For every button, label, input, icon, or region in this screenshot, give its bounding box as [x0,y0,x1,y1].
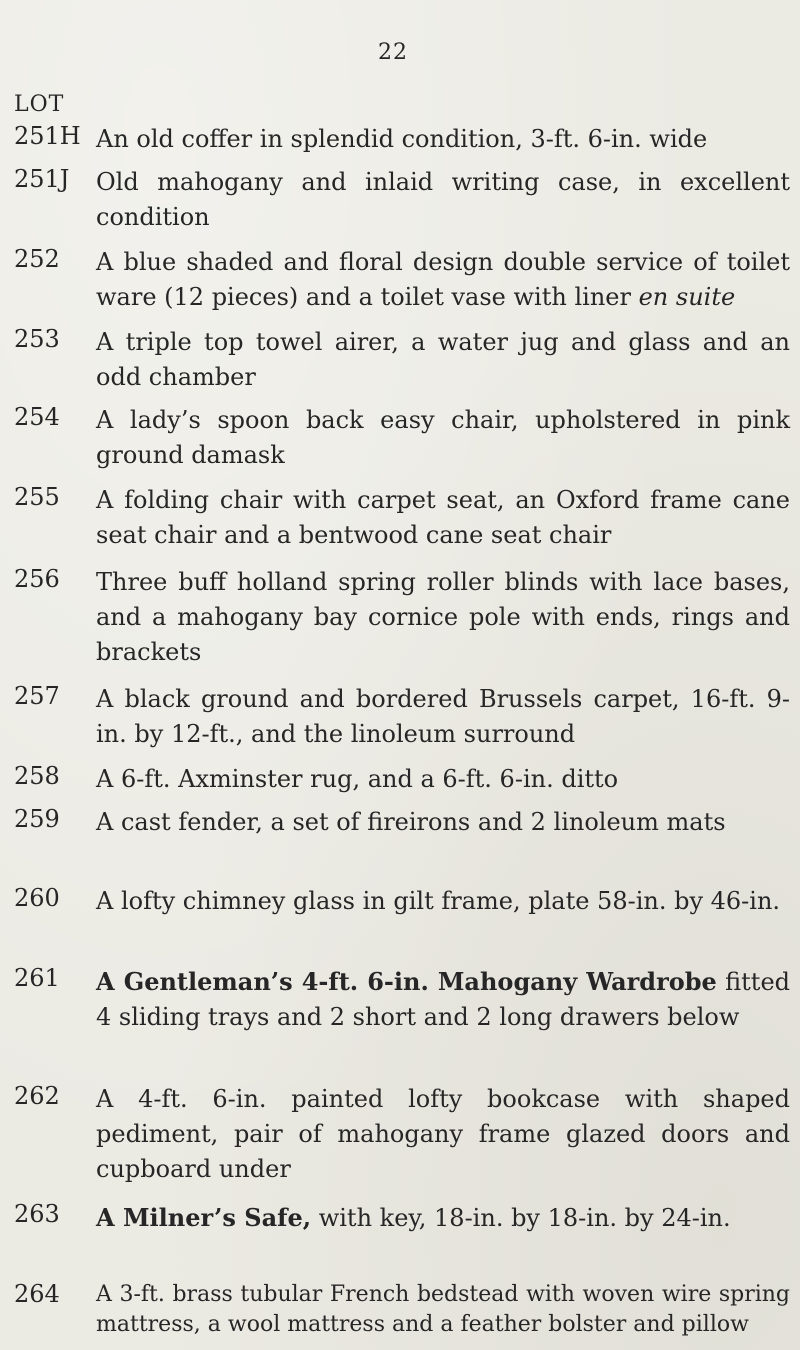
lot-number: 253 [14,325,60,353]
lot-description: A black ground and bordered Brussels carpet, 16-ft. 9-in. by 12-ft., and the linoleum surround [96,685,790,748]
lot-description: Three buff holland spring roller blinds with lace bases, and a mahogany bay cornice pole with ends, rings and brackets [96,568,790,666]
lot-number: 256 [14,565,60,593]
lot-number: 252 [14,245,60,273]
lot-description-rest: with key, 18-in. by 18-in. by 24-in. [311,1204,731,1232]
lot-description: Old mahogany and inlaid writing case, in excellent condition [96,168,790,231]
lot-number: 255 [14,483,60,511]
lot-description [96,964,790,1035]
lot-description: A 4-ft. 6-in. painted lofty bookcase with shaped pediment, pair of mahogany frame glazed doors and cupboard under [96,1085,790,1183]
lot-number: 251H [14,122,81,150]
lot-description-bold: A Milner’s Safe, [96,1203,312,1232]
lot-description: A lady’s spoon back easy chair, upholstered in pink ground damask [96,406,790,469]
lot-description [96,1200,790,1236]
lot-description-bold: A Gentleman’s 4-ft. 6-in. Mahogany Wardrobe [96,967,717,996]
lot-description: An old coffer in splendid condition, 3-ft. 6-in. wide [96,125,708,153]
lot-number: 254 [14,403,60,431]
lot-description: A folding chair with carpet seat, an Oxford frame cane seat chair and a bentwood cane seat chair [96,486,790,549]
lot-column-header: LOT [14,92,65,117]
lot-number: 262 [14,1082,60,1110]
lot-number: 261 [14,964,60,992]
lot-description: A cast fender, a set of fireirons and 2 linoleum mats [96,808,726,836]
lot-description [96,245,790,315]
lot-description: A lofty chimney glass in gilt frame, plate 58-in. by 46-in. [96,887,781,915]
lot-description: A 6-ft. Axminster rug, and a 6-ft. 6-in. ditto [96,765,619,793]
lot-description: A 3-ft. brass tubular French bedstead with woven wire spring mattress, a wool mattress and a feather bolster and pillow [96,1282,790,1337]
lot-number: 264 [14,1280,60,1308]
lot-description-text: A blue shaded and floral design double service of toilet ware (12 pieces) and a toilet vase with liner [96,248,790,311]
lot-description-rest: fitted 4 sliding trays and 2 short and 2 long drawers below [96,968,791,1031]
lot-number: 251J [14,165,70,193]
lot-number: 258 [14,762,60,790]
lot-number: 257 [14,682,60,710]
lot-number: 259 [14,805,60,833]
lot-description-note: en suite [638,283,736,311]
lot-number: 260 [14,884,60,912]
lot-description: A triple top towel airer, a water jug and glass and an odd chamber [96,328,790,391]
lot-number: 263 [14,1200,60,1228]
page-number: 22 [378,40,408,65]
